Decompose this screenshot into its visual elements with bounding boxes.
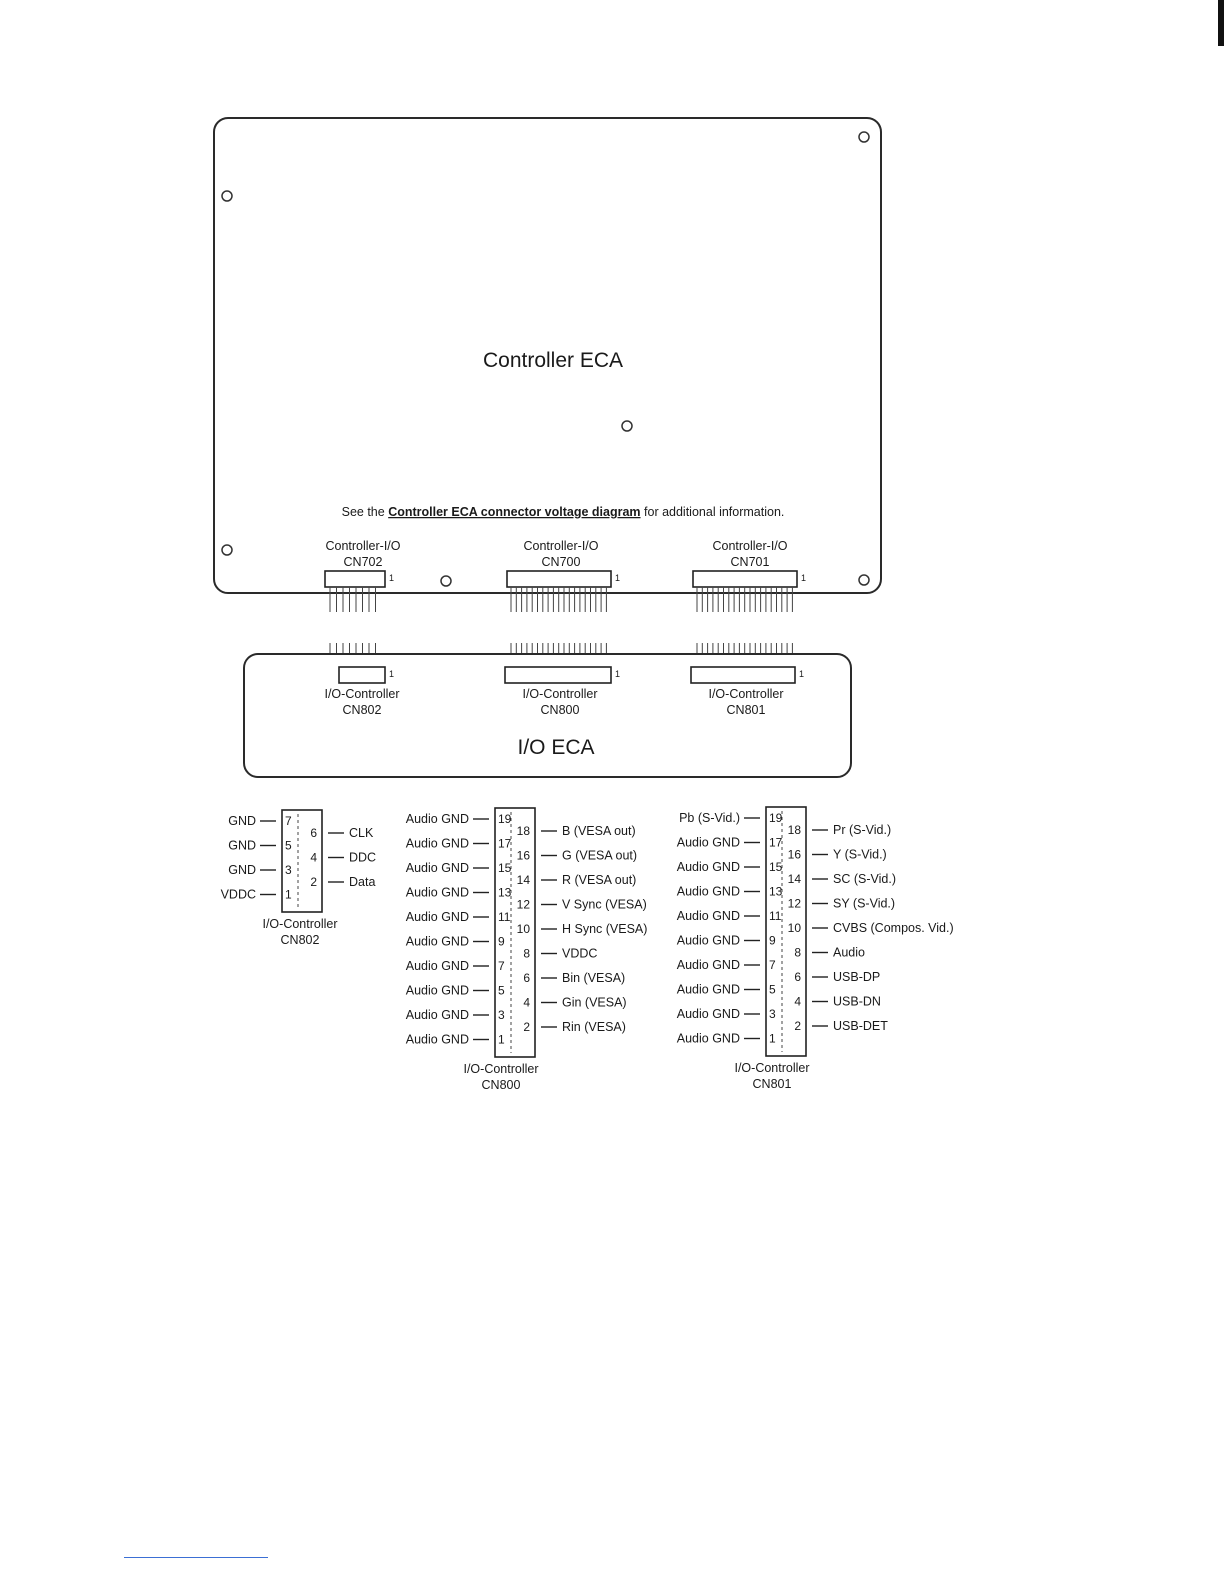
pinout-cn801 [677, 807, 954, 1091]
pin-signal: GND [228, 814, 256, 828]
pin-number: 16 [516, 848, 530, 863]
connector-label: Controller-I/O [325, 539, 401, 553]
pin1-marker: 1 [389, 669, 395, 679]
mounting-hole [859, 575, 869, 585]
connector-id: CN800 [540, 703, 580, 717]
pin-signal: Data [349, 875, 376, 889]
pin-number: 2 [523, 1020, 530, 1034]
pin-number: 11 [769, 909, 782, 923]
mounting-hole [622, 421, 632, 431]
pin-number: 9 [769, 933, 776, 948]
pin-signal: Audio GND [676, 835, 740, 850]
pin-number: 7 [285, 814, 292, 828]
pin-signal: Y (S-Vid.) [833, 847, 887, 862]
page-edge-mark [1218, 0, 1224, 46]
pin-signal: VDDC [220, 887, 256, 902]
pin-number: 6 [310, 826, 317, 840]
pin-signal: G (VESA out) [562, 848, 638, 863]
connector-cn701 [693, 571, 797, 587]
pin-signal: Pr (S-Vid.) [833, 823, 892, 837]
connector-label: Controller-I/O [523, 539, 599, 553]
pin-signal: B (VESA out) [562, 824, 636, 838]
connector-cn800 [505, 667, 611, 683]
connector-id: CN702 [343, 555, 383, 569]
mounting-hole [222, 191, 232, 201]
pinout-cn802 [221, 810, 377, 947]
connector-id: CN801 [726, 703, 766, 717]
pin-number: 1 [285, 887, 292, 902]
pinout-tables [221, 807, 954, 1092]
pin-number: 8 [523, 946, 530, 961]
pin-number: 15 [769, 860, 783, 874]
pin-signal: Audio GND [405, 1008, 469, 1022]
pin-signal: Pb (S-Vid.) [679, 811, 740, 825]
pin-number: 14 [787, 872, 801, 886]
pin-signal: Audio GND [676, 860, 740, 874]
pin-number: 16 [787, 847, 801, 862]
pin-number: 1 [498, 1032, 505, 1047]
mounting-hole [222, 545, 232, 555]
pin-number: 5 [285, 838, 292, 853]
connector-cn700 [507, 571, 611, 587]
pin-number: 12 [787, 896, 801, 911]
pin-signal: Bin (VESA) [562, 971, 626, 985]
pin-number: 15 [498, 861, 512, 875]
pin-number: 9 [498, 934, 505, 949]
pin-number: 2 [794, 1019, 801, 1033]
pin-signal: Gin (VESA) [562, 995, 627, 1010]
pin1-marker: 1 [801, 573, 807, 583]
pin-number: 6 [794, 970, 801, 984]
pin-signal: Audio GND [405, 1032, 469, 1047]
connector-id: CN802 [342, 703, 382, 717]
pin-number: 3 [285, 863, 292, 877]
pin-number: 18 [787, 823, 801, 837]
pin-signal: SY (S-Vid.) [833, 896, 896, 911]
pin1-marker: 1 [615, 669, 621, 679]
pin-signal: CVBS (Compos. Vid.) [833, 921, 954, 935]
pin1-marker: 1 [389, 573, 395, 583]
pinout-caption: I/O-Controller [262, 917, 338, 931]
pin-signal: Audio GND [405, 983, 469, 998]
pin-signal: CLK [349, 826, 374, 840]
pin-number: 14 [516, 873, 530, 887]
pin-number: 12 [516, 897, 530, 912]
pin-number: 5 [769, 982, 776, 997]
pinout-caption-id: CN801 [752, 1077, 792, 1091]
footer-rule [124, 1557, 268, 1558]
pin-signal: Audio GND [405, 812, 469, 826]
io-board-title: I/O ECA [517, 736, 595, 759]
pin-number: 18 [516, 824, 530, 838]
pin-signal: Audio GND [405, 861, 469, 875]
pin-number: 7 [769, 958, 776, 972]
pin-number: 2 [310, 875, 317, 889]
pin-signal: GND [228, 838, 256, 853]
pin-signal: SC (S-Vid.) [833, 872, 896, 886]
pinout-caption-id: CN802 [280, 933, 320, 947]
pin-number: 17 [769, 835, 783, 850]
io-eca-board [244, 654, 851, 777]
connector-label: Controller-I/O [712, 539, 788, 553]
pin-signal: Audio GND [676, 958, 740, 972]
pin-signal: GND [228, 863, 256, 877]
pinout-cn800 [406, 808, 648, 1092]
pin-signal: Audio GND [676, 909, 740, 923]
pin-signal: USB-DP [833, 970, 881, 984]
pin-signal: DDC [349, 850, 377, 865]
pin-signal: USB-DET [833, 1019, 888, 1033]
pin-number: 17 [498, 836, 512, 851]
connector-cn702 [325, 571, 385, 587]
pin-signal: USB-DN [833, 994, 881, 1009]
pin-signal: Audio GND [676, 884, 740, 899]
pin-number: 19 [769, 811, 783, 825]
pin-signal: Rin (VESA) [562, 1020, 626, 1034]
connector-cn801 [691, 667, 795, 683]
pin-signal: H Sync (VESA) [562, 922, 648, 936]
connector-label: I/O-Controller [522, 687, 598, 701]
pin-number: 13 [498, 885, 512, 900]
pin-number: 8 [794, 945, 801, 960]
pin-number: 4 [794, 994, 801, 1009]
pin-number: 6 [523, 971, 530, 985]
pin-number: 3 [498, 1008, 505, 1022]
pin-number: 4 [310, 850, 317, 865]
voltage-diagram-link[interactable]: Controller ECA connector voltage diagram [388, 505, 641, 519]
connector-id: CN701 [730, 555, 770, 569]
mounting-hole [441, 576, 451, 586]
pin-signal: Audio GND [405, 910, 469, 924]
pinout-caption: I/O-Controller [463, 1062, 539, 1076]
pin1-marker: 1 [615, 573, 621, 583]
pin-signal: R (VESA out) [562, 873, 637, 887]
voltage-diagram-note: See the Controller ECA connector voltage diagram for additional information. [341, 505, 785, 519]
pin1-marker: 1 [799, 669, 805, 679]
pin-number: 10 [516, 922, 530, 936]
pin-signal: Audio GND [676, 1031, 740, 1046]
pin-signal: Audio GND [676, 982, 740, 997]
pin-number: 19 [498, 812, 512, 826]
controller-eca-board [214, 118, 881, 593]
connector-id: CN700 [541, 555, 581, 569]
pin-signal: Audio GND [676, 933, 740, 948]
pin-signal: VDDC [562, 946, 598, 961]
pin-number: 7 [498, 959, 505, 973]
pin-signal: Audio GND [405, 885, 469, 900]
pin-signal: Audio GND [405, 836, 469, 851]
connector-label: I/O-Controller [708, 687, 784, 701]
pinout-caption: I/O-Controller [734, 1061, 810, 1075]
pin-number: 4 [523, 995, 530, 1010]
pin-signal: Audio GND [676, 1007, 740, 1021]
mounting-hole [859, 132, 869, 142]
pin-signal: Audio GND [405, 959, 469, 973]
pinout-caption-id: CN800 [481, 1078, 521, 1092]
pin-signal: Audio [833, 945, 865, 960]
pin-number: 13 [769, 884, 783, 899]
connector-label: I/O-Controller [324, 687, 400, 701]
pin-number: 10 [787, 921, 801, 935]
pin-signal: V Sync (VESA) [562, 897, 647, 912]
pin-number: 3 [769, 1007, 776, 1021]
pin-number: 11 [498, 910, 511, 924]
controller-board-title: Controller ECA [482, 349, 624, 372]
pin-signal: Audio GND [405, 934, 469, 949]
pin-number: 5 [498, 983, 505, 998]
pin-number: 1 [769, 1031, 776, 1046]
connector-cn802 [339, 667, 385, 683]
